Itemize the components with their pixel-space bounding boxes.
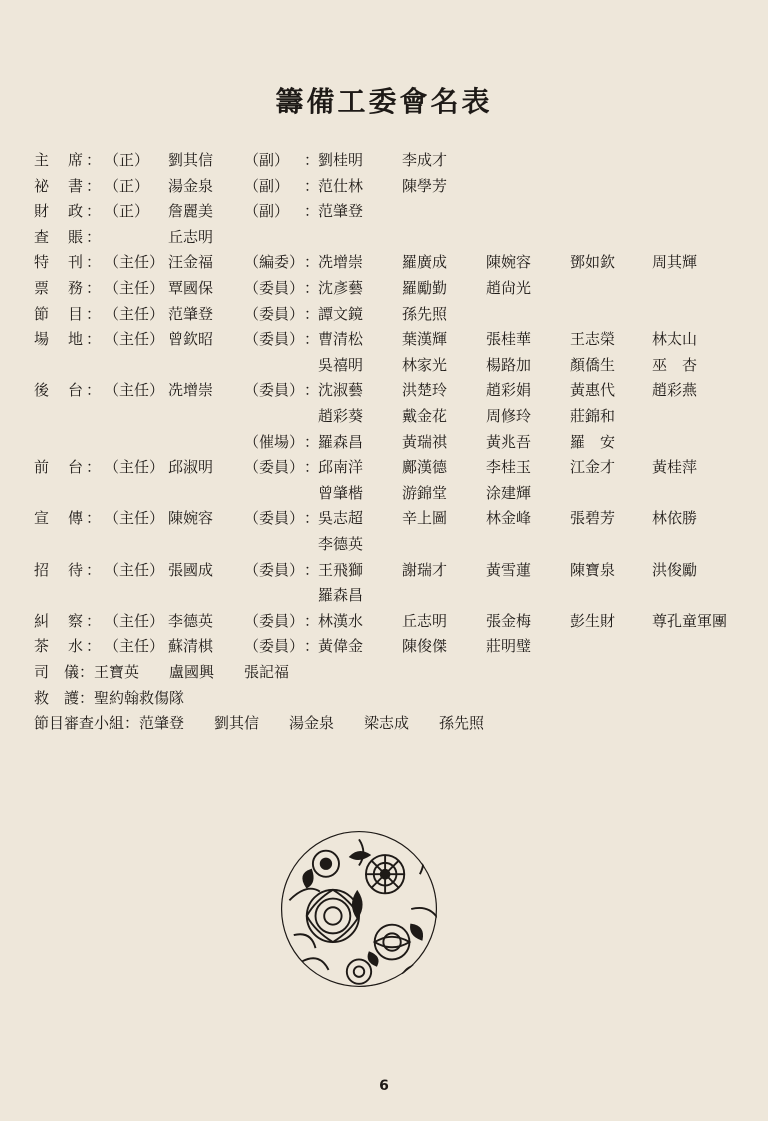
member-name: 周修玲 (486, 407, 532, 425)
roster-row (0, 250, 768, 274)
row-head: 范肇登 (168, 304, 214, 323)
member-name: 吳禧明 (318, 355, 364, 374)
row-head: 湯金泉 (168, 176, 214, 195)
row-label: （委員） (244, 560, 305, 579)
member-name: 謝瑞才 (402, 560, 448, 579)
floral-papercut-ornament (272, 822, 446, 996)
row-colon: ： (86, 279, 102, 297)
row-head: 丘志明 (168, 227, 214, 246)
member-name: 林漢水 (318, 611, 364, 630)
row-role: （主任） (104, 509, 165, 528)
page-number: 6 (379, 1078, 389, 1094)
row-head: 汪金福 (168, 253, 214, 272)
row-head: 詹麗美 (168, 202, 214, 221)
row-role: （主任） (104, 381, 165, 400)
roster-row (0, 327, 768, 351)
row-label: （副） (244, 151, 290, 169)
member-name: 范肇登 (318, 202, 364, 221)
member-name: 林太山 (652, 330, 698, 349)
roster-row (0, 430, 768, 454)
row-colon: ： (304, 279, 320, 297)
row-role: （主任） (104, 560, 165, 579)
member-name: 陳寶泉 (570, 560, 616, 579)
member-name: 江金才 (570, 458, 616, 477)
row-colon: ： (304, 202, 320, 221)
roster-row (0, 609, 768, 633)
row-label: 招 待 (34, 560, 86, 579)
row-colon: ： (304, 509, 320, 528)
row-colon: ： (86, 304, 102, 323)
row-role: （主任） (104, 611, 165, 630)
roster-free-row (0, 711, 768, 735)
roster-row (0, 378, 768, 402)
row-colon: ： (86, 458, 102, 477)
row-label: （委員） (244, 330, 305, 349)
member-name: 譚文鏡 (318, 304, 364, 323)
member-name: 莊錦和 (570, 407, 616, 425)
member-name: 陳婉容 (486, 253, 532, 272)
roster-row (0, 583, 768, 607)
row-role: （主任） (104, 458, 165, 477)
member-name: 羅森昌 (318, 586, 364, 605)
row-label: 查 賬 (34, 227, 86, 246)
member-name: 王志榮 (570, 330, 616, 349)
row-label: （副） (244, 176, 290, 195)
row-role: （主任） (104, 253, 165, 272)
member-name: 黃惠代 (570, 381, 616, 400)
row-label: （委員） (244, 509, 305, 528)
row-colon: ： (304, 176, 320, 195)
member-name: 張碧芳 (570, 509, 616, 528)
row-head: 劉其信 (168, 151, 214, 169)
member-name: 戴金花 (402, 407, 448, 425)
roster-row (0, 148, 768, 172)
member-name: 莊明璧 (486, 637, 532, 656)
member-name: 周其輝 (652, 253, 698, 272)
row-head: 曾欽昭 (168, 330, 214, 349)
member-name: 陳俊傑 (402, 637, 448, 656)
member-name: 鄧如欽 (570, 253, 616, 272)
row-colon: ： (304, 458, 320, 477)
row-colon: ： (304, 330, 320, 349)
row-label: 主 席 (34, 151, 86, 169)
member-name: 黃瑞祺 (402, 432, 448, 451)
row-label: 特 刊 (34, 253, 86, 272)
row-role: （正） (104, 176, 150, 195)
member-name: 黃雪蓮 (486, 560, 532, 579)
row-label: 場 地 (34, 330, 86, 349)
member-name: 張桂華 (486, 330, 532, 349)
member-name: 趙彩燕 (652, 381, 698, 400)
member-name: 邱南洋 (318, 458, 364, 477)
row-colon: ： (86, 202, 102, 221)
row-label: 糾 察 (34, 611, 86, 630)
member-name: 羅廣成 (402, 253, 448, 272)
member-name: 吳志超 (318, 509, 364, 528)
member-name: 辛上圖 (402, 509, 448, 528)
row-role: （主任） (104, 304, 165, 323)
row-head: 陳婉容 (168, 509, 214, 528)
row-colon: ： (304, 432, 320, 451)
row-colon: ： (304, 611, 320, 630)
member-name: 彭生財 (570, 611, 616, 630)
free-row-text: 救 護：聖約翰救傷隊 (34, 688, 185, 707)
row-head: 冼增崇 (168, 381, 214, 400)
member-name: 沈淑藝 (318, 381, 364, 400)
row-label: 前 台 (34, 458, 86, 477)
member-name: 王飛獅 (318, 560, 364, 579)
roster-row (0, 276, 768, 300)
member-name: 范仕林 (318, 176, 364, 195)
member-name: 鄺漢德 (402, 458, 448, 477)
member-name: 趙彩葵 (318, 407, 364, 425)
row-role: （主任） (104, 330, 165, 349)
row-role: （正） (104, 151, 150, 169)
member-name: 李桂玉 (486, 458, 532, 477)
roster-row (0, 481, 768, 505)
member-name: 沈彥藝 (318, 279, 364, 297)
member-name: 丘志明 (402, 611, 448, 630)
roster-free-row (0, 660, 768, 684)
member-name: 李德英 (318, 535, 364, 553)
member-name: 林金峰 (486, 509, 532, 528)
row-role: （主任） (104, 279, 165, 297)
row-colon: ： (86, 637, 102, 656)
member-name: 羅森昌 (318, 432, 364, 451)
roster-row (0, 174, 768, 198)
row-label: 節 目 (34, 304, 86, 323)
roster-row (0, 558, 768, 582)
member-name: 趙彩娟 (486, 381, 532, 400)
row-head: 蘇清棋 (168, 637, 214, 656)
member-name: 曹清松 (318, 330, 364, 349)
row-colon: ： (86, 330, 102, 349)
row-role: （正） (104, 202, 150, 221)
member-name: 趙尙光 (486, 279, 532, 297)
roster-row (0, 455, 768, 479)
member-name: 曾肇楷 (318, 483, 364, 502)
row-label: （委員） (244, 458, 305, 477)
roster-row (0, 634, 768, 658)
roster-row (0, 302, 768, 326)
roster-row (0, 199, 768, 223)
member-name: 張金梅 (486, 611, 532, 630)
free-row-text: 司 儀：王寶英 盧國興 張記福 (34, 663, 290, 681)
member-name: 冼增崇 (318, 253, 364, 272)
row-colon: ： (86, 151, 102, 169)
member-name: 洪俊勵 (652, 560, 698, 579)
row-colon: ： (86, 253, 102, 272)
row-label: （委員） (244, 279, 305, 297)
row-label: 宣 傳 (34, 509, 86, 528)
row-colon: ： (86, 176, 102, 195)
member-name: 涂建輝 (486, 483, 532, 502)
row-label: （編委） (244, 253, 305, 272)
member-name: 游錦堂 (402, 483, 448, 502)
roster-row (0, 532, 768, 556)
row-colon: ： (86, 227, 102, 246)
row-head: 李德英 (168, 611, 214, 630)
page-title: 籌備工委會名表 (275, 85, 493, 118)
row-colon: ： (86, 560, 102, 579)
roster-row (0, 353, 768, 377)
free-row-text: 節目審查小組：范肇登 劉其信 湯金泉 梁志成 孫先照 (34, 714, 485, 733)
row-colon: ： (304, 304, 320, 323)
member-name: 葉漢輝 (402, 330, 448, 349)
roster-row (0, 404, 768, 428)
member-name: 楊路加 (486, 355, 532, 374)
row-colon: ： (86, 611, 102, 630)
row-colon: ： (304, 637, 320, 656)
member-name: 羅 安 (570, 432, 616, 451)
member-name: 林依勝 (652, 509, 698, 528)
row-label: （委員） (244, 381, 305, 400)
row-label: （副） (244, 202, 290, 221)
roster-row (0, 506, 768, 530)
member-name: 洪楚玲 (402, 381, 448, 400)
member-name: 李成才 (402, 151, 448, 169)
row-colon: ： (304, 151, 320, 169)
row-label: 財 政 (34, 202, 86, 221)
member-name: 黃偉金 (318, 637, 364, 656)
member-name: 陳學芳 (402, 176, 448, 195)
member-name: 黃兆吾 (486, 432, 532, 451)
member-name: 顏僑生 (570, 355, 616, 374)
row-label: 茶 水 (34, 637, 86, 656)
row-colon: ： (304, 381, 320, 400)
row-label: （委員） (244, 611, 305, 630)
member-name: 尊孔童軍團 (652, 611, 728, 630)
row-label: 後 台 (34, 381, 86, 400)
row-head: 覃國保 (168, 279, 214, 297)
row-head: 張國成 (168, 560, 214, 579)
row-role: （主任） (104, 637, 165, 656)
row-label: 祕 書 (34, 176, 86, 195)
row-colon: ： (304, 560, 320, 579)
row-head: 邱淑明 (168, 458, 214, 477)
row-label: （催場） (244, 432, 305, 451)
member-name: 羅勵勤 (402, 279, 448, 297)
row-label: （委員） (244, 304, 305, 323)
member-name: 孫先照 (402, 304, 448, 323)
row-label: （委員） (244, 637, 305, 656)
member-name: 巫 杏 (652, 355, 698, 374)
member-name: 林家光 (402, 355, 448, 374)
roster-row (0, 225, 768, 249)
row-colon: ： (86, 509, 102, 528)
roster-free-row (0, 686, 768, 710)
row-label: 票 務 (34, 279, 86, 297)
row-colon: ： (86, 381, 102, 400)
member-name: 劉桂明 (318, 151, 364, 169)
member-name: 黃桂萍 (652, 458, 698, 477)
row-colon: ： (304, 253, 320, 272)
